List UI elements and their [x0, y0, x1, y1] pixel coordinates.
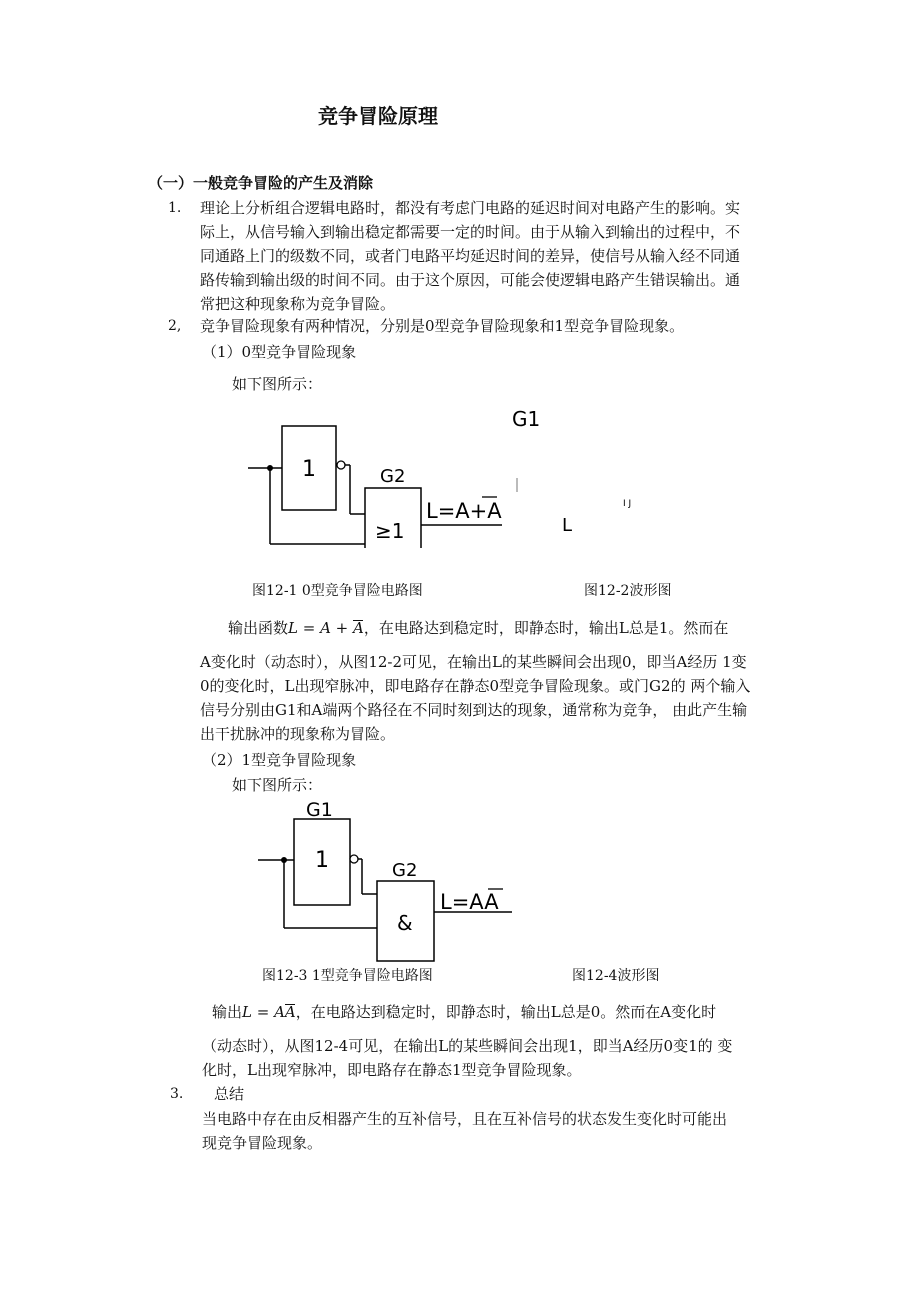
- text-line: 现竞争冒险现象。: [202, 1134, 323, 1152]
- sub1-intro: 如下图所示：: [232, 375, 323, 393]
- text-line: 路传输到输出级的时间不同。由于这个原因，可能会使逻辑电路产生错误输出。通: [200, 271, 741, 289]
- sub2-expression-line: [212, 1000, 716, 1024]
- figure-12-1: [230, 398, 680, 548]
- output-formula: L=AA: [440, 890, 499, 914]
- caption-12-4: 图12-4波形图: [572, 968, 660, 984]
- expr-suffix: ，在电路达到稳定时，即静态时，输出L总是1。然而在: [363, 619, 729, 637]
- expr-prefix: 输出函数: [228, 619, 289, 637]
- text-line: 出干扰脉冲的现象称为冒险。: [200, 725, 396, 743]
- sub2-heading: （2）1型竞争冒险现象: [202, 751, 357, 769]
- or-gate-label: ≥1: [375, 519, 405, 543]
- item-number-1: 1.: [168, 200, 182, 216]
- text-line: 0的变化时，L出现窄脉冲，即电路存在静态0型竞争冒险现象。或门G2的 两个输入: [200, 677, 751, 695]
- item2-text: 竞争冒险现象有两种情况，分别是0型竞争冒险现象和1型竞争冒险现象。: [200, 317, 685, 335]
- inverter-bubble: [350, 855, 358, 863]
- caption-12-2: 图12-2波形图: [584, 583, 672, 599]
- sub2-intro: 如下图所示：: [232, 776, 323, 794]
- figure-12-3: [250, 796, 530, 962]
- expr-formula: L = AA: [242, 1003, 296, 1021]
- page-title: 竞争冒险原理: [318, 104, 438, 128]
- text-line: 同通路上门的级数不同，或者门电路平均延迟时间的差异，使信号从输入经不同通: [200, 247, 741, 265]
- item1-paragraph: [200, 196, 740, 316]
- output-formula: L=A+A: [426, 499, 502, 523]
- text-line: A变化时（动态时），从图12-2可见，在输出L的某些瞬间会出现0，即当A经历 1变: [200, 653, 747, 671]
- item3-heading: 总结: [214, 1085, 245, 1103]
- g1-label: G1: [306, 799, 333, 821]
- inverter-label: 1: [302, 457, 316, 482]
- g2-label: G2: [380, 466, 406, 487]
- text-line: （动态时），从图12-4可见，在输出L的某些瞬间会出现1，即当A经历0变1的 变: [202, 1037, 733, 1055]
- text-line: 当电路中存在由反相器产生的互补信号，且在互补信号的状态发生变化时可能出: [202, 1110, 728, 1128]
- expr-suffix: ，在电路达到稳定时，即静态时，输出L总是0。然而在A变化时: [295, 1003, 717, 1021]
- text-line: 信号分别由G1和A端两个路径在不同时刻到达的现象，通常称为竞争， 由此产生输: [200, 701, 748, 719]
- sub2-paragraph: [202, 1034, 732, 1082]
- expr-formula: L = A + A: [288, 619, 364, 637]
- inverter-label: 1: [315, 848, 329, 873]
- item3-paragraph: [202, 1107, 727, 1155]
- item-number-3: 3.: [170, 1086, 184, 1102]
- g1-label-right: G1: [512, 407, 541, 431]
- section-heading: （一）一般竞争冒险的产生及消除: [148, 174, 374, 192]
- text-line: 常把这种现象称为竞争冒险。: [200, 295, 396, 313]
- g2-label: G2: [392, 860, 418, 881]
- inverter-bubble: [337, 461, 345, 469]
- sub1-expression-line: [228, 616, 728, 640]
- waveform-mark-label: I J: [623, 499, 632, 509]
- expr-prefix: 输出: [212, 1003, 243, 1021]
- text-line: 际上，从信号输入到输出稳定都需要一定的时间。由于从输入到输出的过程中，不: [200, 223, 741, 241]
- text-line: 化时，L出现窄脉冲，即电路存在静态1型竞争冒险现象。: [202, 1061, 582, 1079]
- and-gate-label: &: [397, 911, 413, 935]
- item-number-2: 2,: [168, 318, 182, 334]
- caption-12-1: 图12-1 0型竞争冒险电路图: [252, 583, 423, 599]
- overbar: [285, 1004, 295, 1005]
- caption-12-3: 图12-3 1型竞争冒险电路图: [262, 968, 433, 984]
- text-line: 理论上分析组合逻辑电路时，都没有考虑门电路的延迟时间对电路产生的影响。实: [200, 199, 741, 217]
- sub1-heading: （1）0型竞争冒险现象: [202, 343, 357, 361]
- overbar: [353, 620, 363, 621]
- waveform-l-label: L: [562, 515, 573, 536]
- sub1-paragraph: [200, 650, 750, 746]
